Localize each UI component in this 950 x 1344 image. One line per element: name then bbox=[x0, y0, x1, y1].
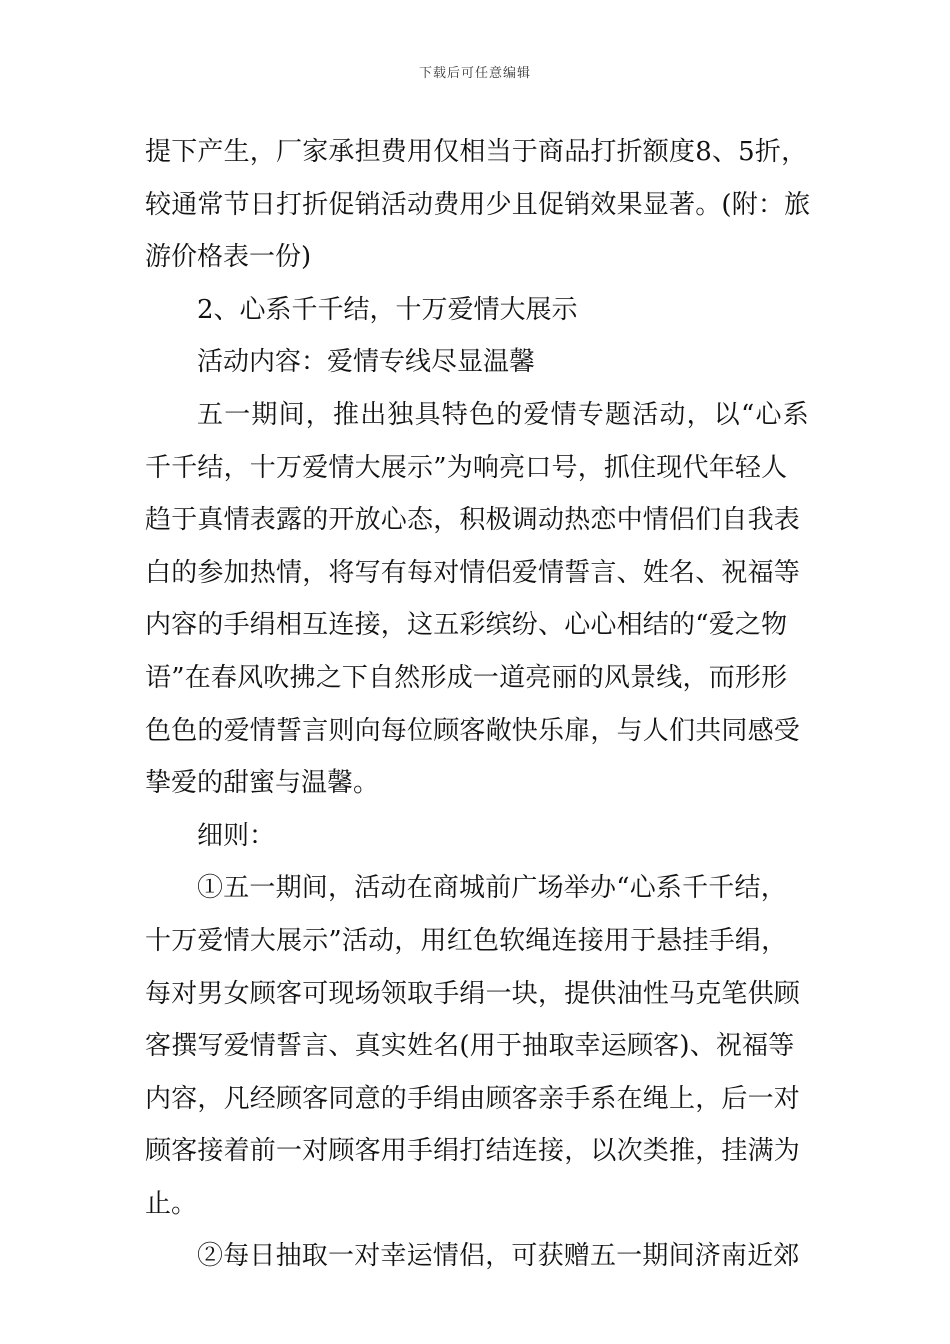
text-line: 提下产生，厂家承担费用仅相当于商品打折额度8、5折， bbox=[145, 137, 808, 167]
text-line: 客撰写爱情誓言、真实姓名(用于抽取幸运顾客)、祝福等 bbox=[145, 1031, 795, 1062]
text-line: 内容的手绢相互连接，这五彩缤纷、心心相结的“爱之物 bbox=[145, 610, 788, 641]
text-line: 十万爱情大展示”活动，用红色软绳连接用于悬挂手绢， bbox=[145, 925, 788, 956]
text-line: 趋于真情表露的开放心态，积极调动热恋中情侣们自我表 bbox=[145, 505, 801, 536]
text-line: 语”在春风吹拂之下自然形成一道亮丽的风景线，而形形 bbox=[145, 662, 788, 693]
list-item: ①五一期间，活动在商城前广场举办“心系千千结， bbox=[197, 873, 787, 904]
page-header: 下载后可任意编辑 bbox=[418, 66, 531, 81]
text-line: 每对男女顾客可现场领取手绢一块，提供油性马克笔供顾 bbox=[145, 978, 801, 1009]
text-line: 顾客接着前一对顾客用手绢打结连接，以次类推，挂满为 bbox=[145, 1136, 801, 1167]
text-line: 活动内容：爱情专线尽显温馨 bbox=[197, 347, 536, 378]
text-line: 挚爱的甜蜜与温馨。 bbox=[145, 768, 380, 799]
text-line: 色色的爱情誓言则向每位顾客敞快乐扉，与人们共同感受 bbox=[145, 715, 801, 746]
text-line: 细则： bbox=[197, 820, 276, 851]
text-line: 止。 bbox=[145, 1188, 198, 1219]
text-line: 内容，凡经顾客同意的手绢由顾客亲手系在绳上，后一对 bbox=[145, 1083, 801, 1114]
text-line: 较通常节日打折促销活动费用少且促销效果显著。(附：旅 bbox=[145, 189, 811, 220]
text-line: 白的参加热情，将写有每对情侣爱情誓言、姓名、祝福等 bbox=[145, 557, 801, 588]
text-line: 游价格表一份) bbox=[145, 242, 312, 273]
text-line: 五一期间，推出独具特色的爱情专题活动，以“心系 bbox=[197, 399, 810, 430]
text-line: 千千结，十万爱情大展示”为响亮口号，抓住现代年轻人 bbox=[145, 452, 788, 483]
list-item: ②每日抽取一对幸运情侣，可获赠五一期间济南近郊 bbox=[197, 1241, 800, 1272]
document-body bbox=[145, 126, 815, 1283]
section-heading: 2、心系千千结，十万爱情大展示 bbox=[197, 294, 578, 325]
